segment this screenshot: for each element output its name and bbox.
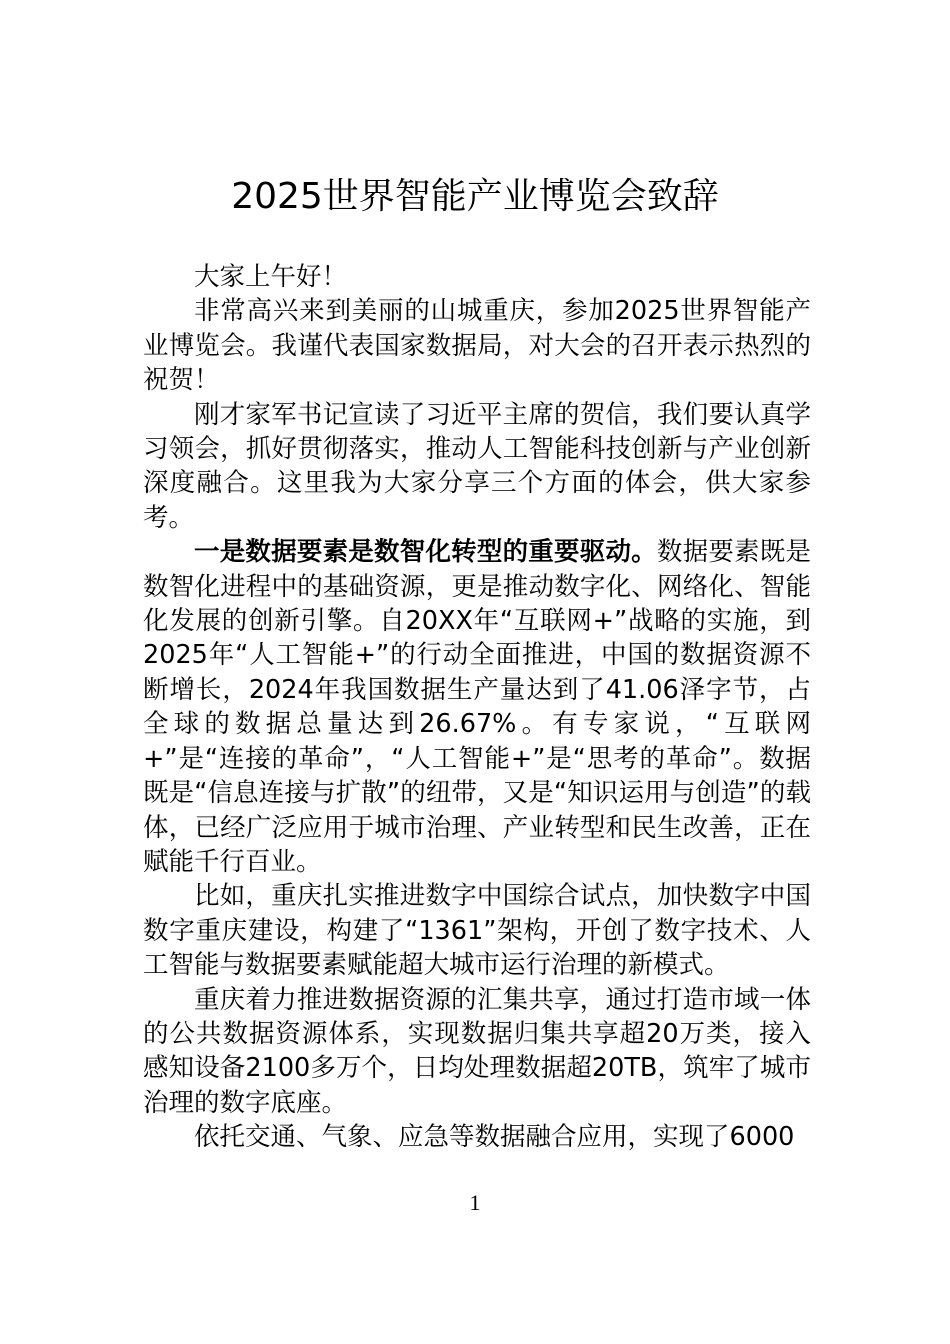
body-paragraph: 依托交通、气象、应急等数据融合应用，实现了6000 bbox=[194, 1122, 795, 1153]
section-one-paragraph bbox=[143, 535, 811, 879]
document-title: 2025世界智能产业博览会致辞 bbox=[231, 176, 719, 217]
greeting-paragraph: 大家上午好！ bbox=[194, 262, 348, 292]
body-paragraph: 刚才家军书记宣读了习近平主席的贺信，我们要认真学习领会，抓好贯彻落实，推动人工智能科技创新与产业创新深度融合。这里我为大家分享三个方面的体会，供大家参考。 bbox=[143, 399, 811, 533]
section-one-lead: 一是数据要素是数智化转型的重要驱动。 bbox=[194, 537, 657, 568]
body-paragraph: 重庆着力推进数据资源的汇集共享，通过打造市域一体的公共数据资源体系，实现数据归集共享超20万类，接入感知设备2100多万个，日均处理数据超20TB，筑牢了城市治理的数字底座。 bbox=[143, 984, 811, 1118]
document-body bbox=[143, 260, 811, 1155]
page-number: 1 bbox=[469, 1190, 481, 1215]
section-one-text: 数据要素既是数智化进程中的基础资源，更是推动数字化、网络化、智能化发展的创新引擎。自20XX年“互联网+”战略的实施，到2025年“人工智能+”的行动全面推进，中国的数据资源不断增长，2024年我国数据生产量达到了41.06泽字节，占全球的数据总量达到26.67%。有专家说，“互联网+”是“连接的革命”，“人工智能+”是“思考的革命”。数据既是“信息连接与扩散”的纽带，又是“知识运用与创造”的载体，已经广泛应用于城市治理、产业转型和民生改善，正在赋能千行百业。 bbox=[143, 537, 811, 877]
body-paragraph: 非常高兴来到美丽的山城重庆，参加2025世界智能产业博览会。我谨代表国家数据局，对大会的召开表示热烈的祝贺！ bbox=[143, 296, 811, 396]
body-paragraph: 比如，重庆扎实推进数字中国综合试点，加快数字中国数字重庆建设，构建了“1361”架构，开创了数字技术、人工智能与数据要素赋能超大城市运行治理的新模式。 bbox=[143, 881, 811, 981]
